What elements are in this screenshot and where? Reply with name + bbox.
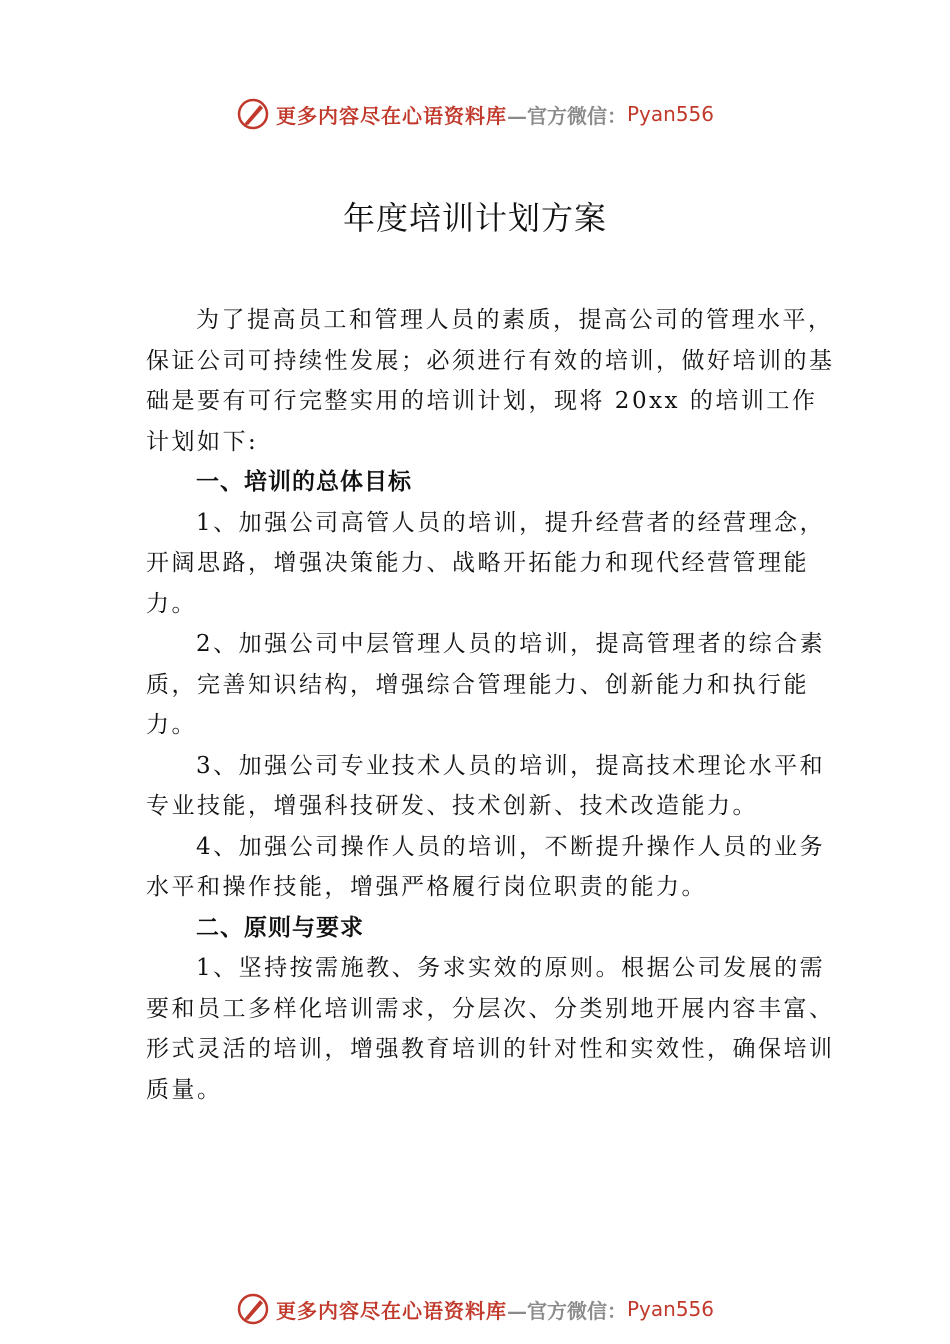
section-2-item-1: 1、坚持按需施教、务求实效的原则。根据公司发展的需要和员工多样化培训需求，分层次、分类别地开展内容丰富、形式灵活的培训，增强教育培训的针对性和实效性，确保培训质量。: [146, 955, 835, 1103]
intro-paragraph: 为了提高员工和管理人员的素质，提高公司的管理水平，保证公司可持续性发展；必须进行有效的培训，做好培训的基础是要有可行完整实用的培训计划，现将 20xx 的培训工作计划如下:: [146, 307, 835, 455]
quill-logo-icon: [236, 1292, 270, 1326]
banner-wechat-id: Pyan556: [626, 1297, 714, 1321]
section-1-item-3: 3、加强公司专业技术人员的培训，提高技术理论水平和专业技能，增强科技研发、技术创新、技术改造能力。: [146, 752, 826, 819]
banner-wechat-id: Pyan556: [626, 102, 714, 126]
footer-banner: [0, 1289, 950, 1329]
document-title: 年度培训计划方案: [342, 199, 607, 237]
banner-label-text: —官方微信：: [506, 103, 627, 128]
document-body: [146, 300, 836, 1110]
header-banner: [0, 94, 950, 134]
banner-site-text: 更多内容尽在心语资料库: [275, 1298, 507, 1323]
section-1-item-4: 4、加强公司操作人员的培训，不断提升操作人员的业务水平和操作技能，增强严格履行岗位职责的能力。: [146, 833, 826, 900]
banner-label-text: —官方微信：: [506, 1298, 627, 1323]
section-2-heading: 二、原则与要求: [196, 914, 364, 941]
section-1-heading: 一、培训的总体目标: [196, 469, 412, 495]
quill-logo-icon: [236, 97, 270, 131]
section-1-item-1: 1、加强公司高管人员的培训，提升经营者的经营理念，开阔思路，增强决策能力、战略开拓能力和现代经营管理能力。: [146, 509, 826, 617]
section-1-item-2: 2、加强公司中层管理人员的培训，提高管理者的综合素质，完善知识结构，增强综合管理能力、创新能力和执行能力。: [146, 631, 826, 738]
banner-site-text: 更多内容尽在心语资料库: [275, 103, 507, 128]
